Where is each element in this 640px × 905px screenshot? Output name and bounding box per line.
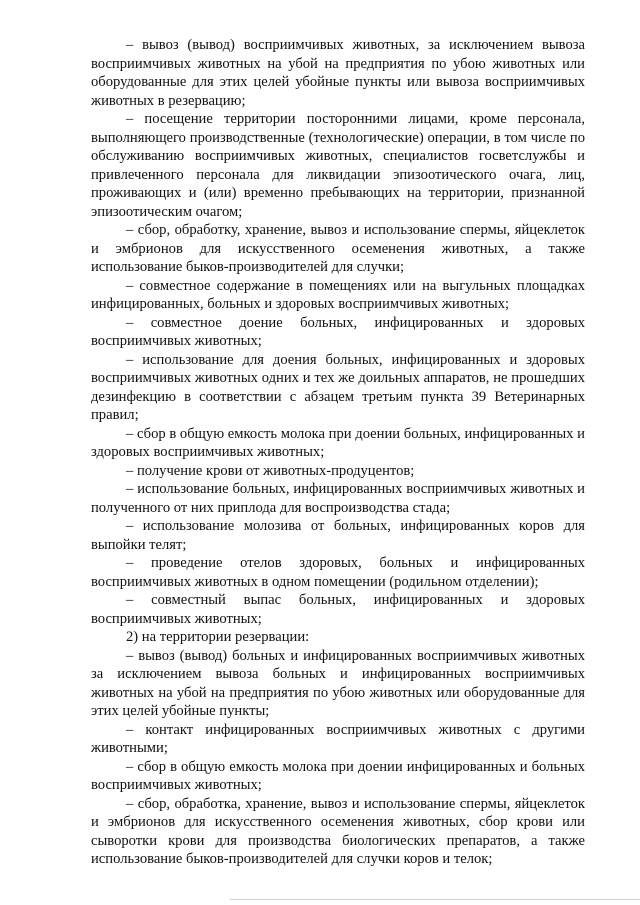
paragraph: – посещение территории посторонними лицами, кроме персонала, выполняющего производственные (технологические) операции, в том числе по обслуживанию восприимчивых животных, специалистов госветслужбы и привлеченного персонала для ликвидации эпизоотического очага, лиц, проживающих и (или) временно пребывающих на территории, признанной эпизоотическим очагом; <box>91 111 585 220</box>
paragraph: – совместное содержание в помещениях или на выгульных площадках инфицированных, больных и здоровых восприимчивых животных; <box>91 277 585 312</box>
paragraph: – проведение отелов здоровых, больных и инфицированных восприимчивых животных в одном помещении (родильном отделении); <box>91 555 585 590</box>
section-heading: 2) на территории резервации: <box>126 629 310 645</box>
paragraph: – получение крови от животных-продуцентов; <box>126 462 415 479</box>
paragraph: – сбор в общую емкость молока при доении больных, инфицированных и здоровых восприимчивых животных; <box>91 425 585 460</box>
paragraph: – сбор в общую емкость молока при доении инфицированных и больных восприимчивых животных; <box>91 758 585 793</box>
paragraph: – использование для доения больных, инфицированных и здоровых восприимчивых животных одних и тех же доильных аппаратов, не прошедших дезинфекцию в соответствии с абзацем третьим пункта 39 Ветеринарных правил; <box>91 351 585 423</box>
paragraph: – сбор, обработку, хранение, вывоз и использование спермы, яйцеклеток и эмбрионов для искусственного осеменения животных, а также использование быков-производителей для случки; <box>91 222 585 275</box>
paragraph: – сбор, обработка, хранение, вывоз и использование спермы, яйцеклеток и эмбрионов для искусственного осеменения животных, сбор крови или сыворотки крови для производства биологических препаратов, а также использование быков-производителей для случки коров и телок; <box>91 795 585 867</box>
paragraph: – вывоз (вывод) восприимчивых животных, за исключением вывоза восприимчивых животных на убой на предприятия по убою животных или оборудованные для этих целей убойные пункты или вывоза восприимчивых животных в резервацию; <box>91 37 585 109</box>
paragraph: – использование молозива от больных, инфицированных коров для выпойки телят; <box>91 518 585 553</box>
paragraph: – использование больных, инфицированных восприимчивых животных и полученного от них приплода для воспроизводства стада; <box>91 481 585 516</box>
document-body <box>91 36 585 869</box>
paragraph: – вывоз (вывод) больных и инфицированных восприимчивых животных за исключением вывоза больных и инфицированных восприимчивых животных на убой на предприятия по убою животных или оборудованные для этих целей убойные пункты; <box>91 647 585 719</box>
scan-edge-divider <box>230 899 640 900</box>
paragraph: – контакт инфицированных восприимчивых животных с другими животными; <box>91 721 585 756</box>
paragraph: – совместное доение больных, инфицированных и здоровых восприимчивых животных; <box>91 314 585 349</box>
paragraph: – совместный выпас больных, инфицированных и здоровых восприимчивых животных; <box>91 592 585 627</box>
